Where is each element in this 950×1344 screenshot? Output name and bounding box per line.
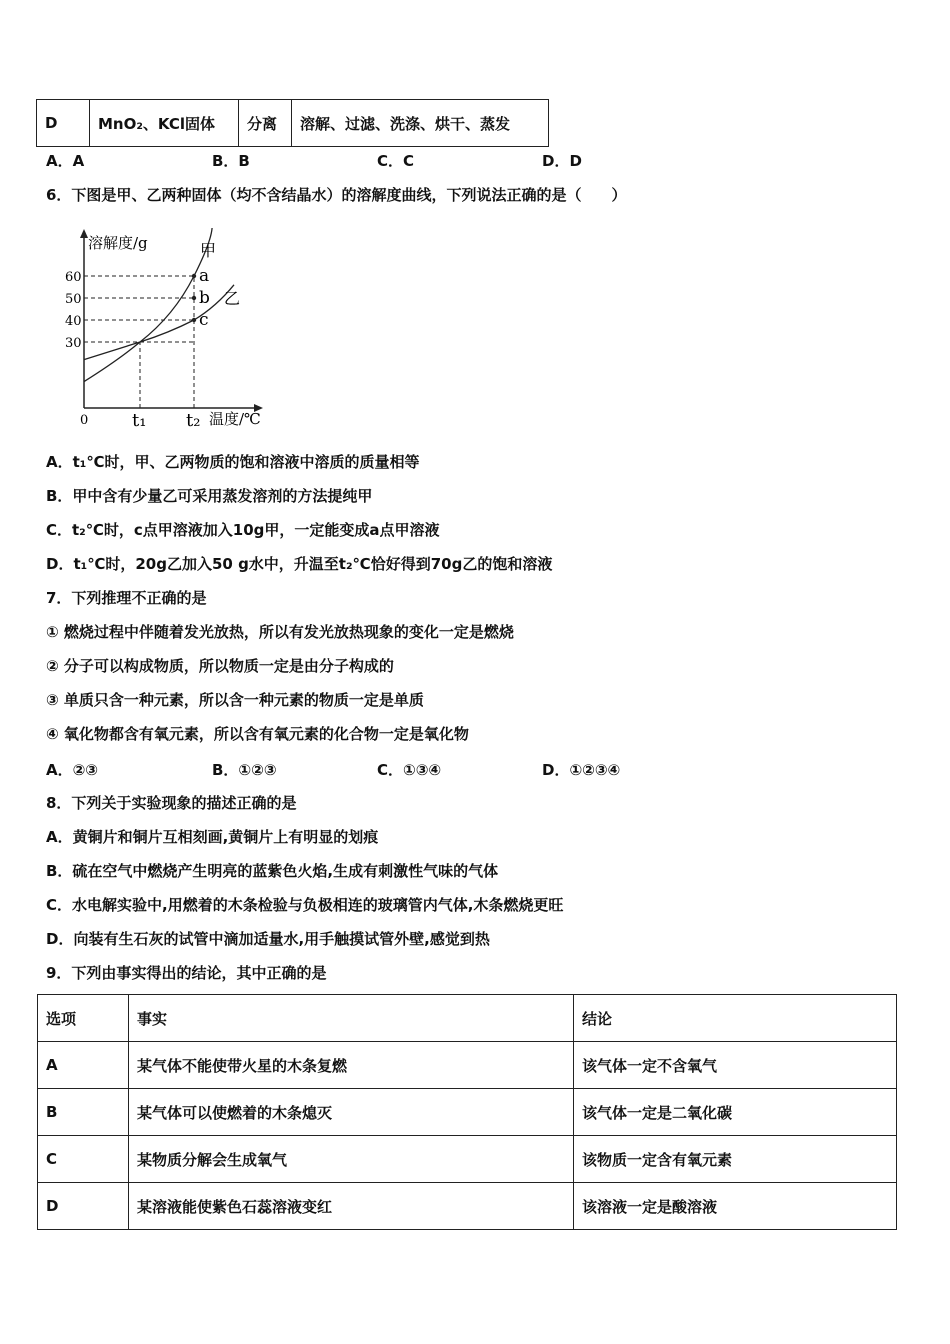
table-row — [38, 1089, 897, 1136]
top-table — [36, 99, 549, 147]
table-row — [38, 1183, 897, 1230]
y-tick-label: 30 — [65, 336, 82, 351]
x-axis-label: 温度/℃ — [209, 410, 261, 428]
q6-stem: 6．下图是甲、乙两种固体（均不含结晶水）的溶解度曲线，下列说法正确的是（ ） — [46, 186, 627, 204]
row-option: C — [38, 1136, 129, 1183]
y-tick-label: 40 — [65, 314, 82, 329]
series-label-yi: 乙 — [224, 289, 241, 308]
row-option: D — [38, 1183, 129, 1230]
data-point — [192, 318, 196, 322]
q7-option-a: A．②③ — [46, 761, 99, 779]
q6-option-d: D．t₁℃时，20g乙加入50 g水中，升温至t₂℃恰好得到70g乙的饱和溶液 — [46, 555, 553, 573]
row-fact: 某气体不能使带火星的木条复燃 — [129, 1042, 574, 1089]
point-label: a — [199, 266, 210, 286]
point-label: c — [199, 310, 209, 330]
row-fact: 某溶液能使紫色石蕊溶液变红 — [129, 1183, 574, 1230]
table-cell: MnO₂、KCl固体 — [90, 100, 239, 147]
table-row — [38, 1136, 897, 1183]
q5-option-d: D．D — [542, 152, 582, 170]
q7-option-d: D．①②③④ — [542, 761, 621, 779]
q9-stem: 9．下列由事实得出的结论，其中正确的是 — [46, 964, 327, 982]
row-fact: 某气体可以使燃着的木条熄灭 — [129, 1089, 574, 1136]
row-conclusion: 该气体一定不含氧气 — [574, 1042, 897, 1089]
table-row — [37, 100, 549, 147]
y-axis-label: 溶解度/g — [88, 234, 148, 252]
q8-option-b: B．硫在空气中燃烧产生明亮的蓝紫色火焰,生成有刺激性气味的气体 — [46, 862, 499, 880]
origin-label: 0 — [80, 413, 89, 428]
point-label: b — [199, 288, 210, 308]
q6-option-b: B．甲中含有少量乙可采用蒸发溶剂的方法提纯甲 — [46, 487, 373, 505]
x-tick-label: t₂ — [186, 410, 201, 431]
q7-option-b: B．①②③ — [212, 761, 277, 779]
q6-option-c: C．t₂℃时，c点甲溶液加入10g甲，一定能变成a点甲溶液 — [46, 521, 440, 539]
q8-option-c: C．水电解实验中,用燃着的木条检验与负极相连的玻璃管内气体,木条燃烧更旺 — [46, 896, 564, 914]
series-yi-line — [84, 285, 234, 360]
q7-item-1: ① 燃烧过程中伴随着发光放热，所以有发光放热现象的变化一定是燃烧 — [46, 623, 514, 641]
table-header-row — [38, 995, 897, 1042]
q7-item-4: ④ 氧化物都含有氧元素，所以含有氧元素的化合物一定是氧化物 — [46, 725, 469, 743]
data-point — [192, 296, 196, 300]
header-conclusion: 结论 — [574, 995, 897, 1042]
q8-stem: 8．下列关于实验现象的描述正确的是 — [46, 794, 297, 812]
header-fact: 事实 — [129, 995, 574, 1042]
q8-option-a: A．黄铜片和铜片互相刻画,黄铜片上有明显的划痕 — [46, 828, 379, 846]
q7-item-3: ③ 单质只含一种元素，所以含一种元素的物质一定是单质 — [46, 691, 424, 709]
row-fact: 某物质分解会生成氧气 — [129, 1136, 574, 1183]
table-cell: D — [37, 100, 90, 147]
q7-stem: 7．下列推理不正确的是 — [46, 589, 207, 607]
q9-table — [37, 994, 897, 1230]
row-conclusion: 该气体一定是二氧化碳 — [574, 1089, 897, 1136]
q5-option-a: A．A — [46, 152, 85, 170]
q7-item-2: ② 分子可以构成物质，所以物质一定是由分子构成的 — [46, 657, 394, 675]
y-axis-arrow — [80, 229, 88, 238]
solubility-chart — [64, 228, 264, 438]
table-cell: 溶解、过滤、洗涤、烘干、蒸发 — [292, 100, 549, 147]
x-tick-label: t₁ — [132, 410, 147, 431]
q7-option-c: C．①③④ — [377, 761, 442, 779]
row-option: B — [38, 1089, 129, 1136]
q5-option-c: C．C — [377, 152, 415, 170]
header-option: 选项 — [38, 995, 129, 1042]
series-label-jia: 甲 — [200, 241, 217, 260]
row-conclusion: 该物质一定含有氧元素 — [574, 1136, 897, 1183]
table-row — [38, 1042, 897, 1089]
y-tick-label: 60 — [65, 270, 82, 285]
q5-option-b: B．B — [212, 152, 250, 170]
row-option: A — [38, 1042, 129, 1089]
table-cell: 分离 — [239, 100, 292, 147]
q8-option-d: D．向装有生石灰的试管中滴加适量水,用手触摸试管外壁,感觉到热 — [46, 930, 490, 948]
row-conclusion: 该溶液一定是酸溶液 — [574, 1183, 897, 1230]
q6-option-a: A．t₁℃时，甲、乙两物质的饱和溶液中溶质的质量相等 — [46, 453, 420, 471]
data-point — [192, 274, 196, 278]
y-tick-label: 50 — [65, 292, 82, 307]
